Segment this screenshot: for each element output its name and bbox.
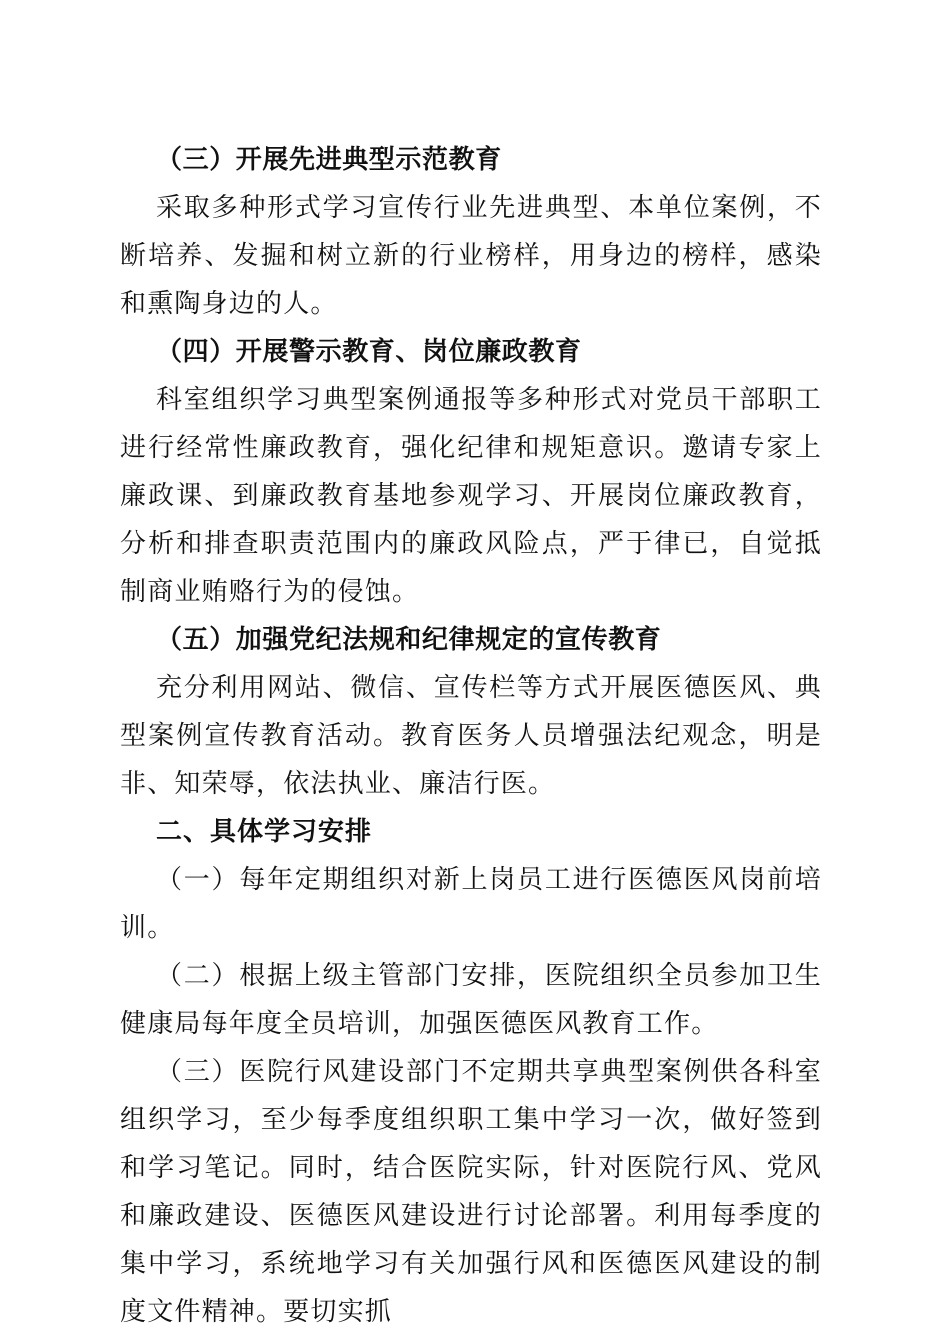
paragraph-warning-education: 科室组织学习典型案例通报等多种形式对党员干部职工进行经常性廉政教育，强化纪律和规矩意识。邀请专家上廉政课、到廉政教育基地参观学习、开展岗位廉政教育，分析和排查职责范围内的廉政风险点，严于律已，自觉抵制商业贿赂行为的侵蚀。 — [120, 385, 822, 607]
heading-five-discipline-publicity: （五）加强党纪法规和纪律规定的宣传教育 — [156, 625, 662, 655]
paragraph-arrangement-one: （一）每年定期组织对新上岗员工进行医德医风岗前培训。 — [120, 865, 822, 943]
paragraph-discipline-publicity: 充分利用网站、微信、宣传栏等方式开展医德医风、典型案例宣传教育活动。教育医务人员增强法纪观念，明是非、知荣辱，依法执业、廉洁行医。 — [120, 673, 822, 799]
heading-three-model-education: （三）开展先进典型示范教育 — [156, 145, 502, 175]
paragraph-model-education: 采取多种形式学习宣传行业先进典型、本单位案例，不断培养、发掘和树立新的行业榜样，用身边的榜样，感染和熏陶身边的人。 — [120, 193, 822, 319]
section-heading-study-arrangement: 二、具体学习安排 — [156, 817, 373, 847]
document-page — [120, 136, 822, 1336]
heading-four-warning-education: （四）开展警示教育、岗位廉政教育 — [156, 337, 582, 367]
paragraph-arrangement-two: （二）根据上级主管部门安排，医院组织全员参加卫生健康局每年度全员培训，加强医德医风教育工作。 — [120, 961, 822, 1039]
paragraph-arrangement-three: （三）医院行风建设部门不定期共享典型案例供各科室组织学习，至少每季度组织职工集中学习一次，做好签到和学习笔记。同时，结合医院实际，针对医院行风、党风和廉政建设、医德医风建设进行讨论部署。利用每季度的集中学习，系统地学习有关加强行风和医德医风建设的制度文件精神。要切实抓 — [120, 1057, 822, 1327]
